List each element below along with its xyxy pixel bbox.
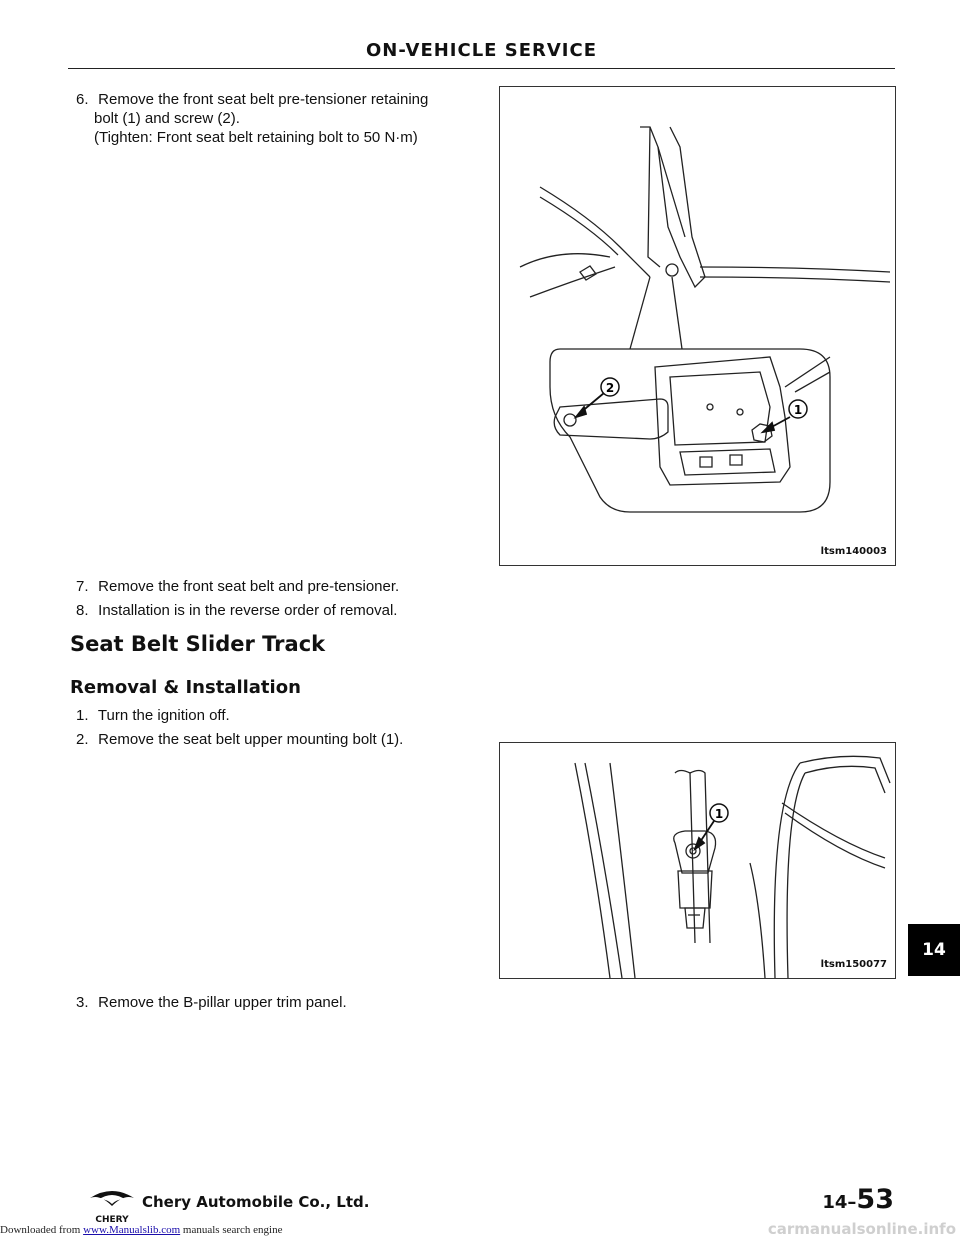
logo-text: CHERY [95,1215,129,1225]
step-b-3 [76,993,476,1012]
step-b-1 [76,706,476,725]
step-text: Turn the ignition off. [97,707,230,724]
step-number: 8. [76,602,89,619]
page-header-title: ON-VEHICLE SERVICE [365,40,597,61]
step-text: Remove the front seat belt and pre-tensioner. [98,578,400,595]
step-number: 6. [76,91,89,108]
chery-logo-icon [84,1186,140,1226]
chapter-tab: 14 [908,924,960,976]
figure-id-label: ltsm140003 [820,546,887,557]
section-title: Seat Belt Slider Track [70,632,326,656]
step-number: 3. [76,994,89,1011]
step-text: Installation is in the reverse order of removal. [98,602,398,619]
callout-1: 1 [793,403,803,417]
step-text: Remove the seat belt upper mounting bolt (1). [98,731,404,748]
download-bar [0,1224,520,1236]
footer-company: Chery Automobile Co., Ltd. [142,1193,370,1211]
callout-1: 1 [714,807,724,821]
step-number: 7. [76,578,89,595]
figure-pretensioner [499,86,896,566]
download-suffix: manuals search engine [180,1224,283,1236]
step-number: 2. [76,731,89,748]
step-b-2 [76,730,486,749]
step-7 [76,577,476,596]
header-rule [68,68,895,69]
step-8 [76,601,476,620]
step-number: 1. [76,707,89,724]
manualslib-link[interactable]: www.Manualslib.com [83,1224,181,1236]
torque-note: (Tighten: Front seat belt retaining bolt to 50 N·m) [94,129,418,146]
step-text: Remove the front seat belt pre-tensioner retaining [98,91,429,108]
page-number [822,1184,894,1215]
mounting-bolt-illustration [500,743,895,978]
step-text: Remove the B-pillar upper trim panel. [98,994,347,1011]
page-chapter: 14– [822,1192,857,1213]
figure-upper-mounting-bolt [499,742,896,979]
callout-2: 2 [605,381,615,395]
figure-id-label: ltsm150077 [820,959,887,970]
step-text-continuation: bolt (1) and screw (2). [94,110,240,127]
pretensioner-illustration [500,87,895,565]
download-prefix: Downloaded from [0,1224,84,1236]
watermark: carmanualsonline.info [767,1220,956,1238]
subsection-title: Removal & Installation [70,677,301,698]
step-6 [76,90,476,147]
page-num: 53 [856,1184,894,1215]
